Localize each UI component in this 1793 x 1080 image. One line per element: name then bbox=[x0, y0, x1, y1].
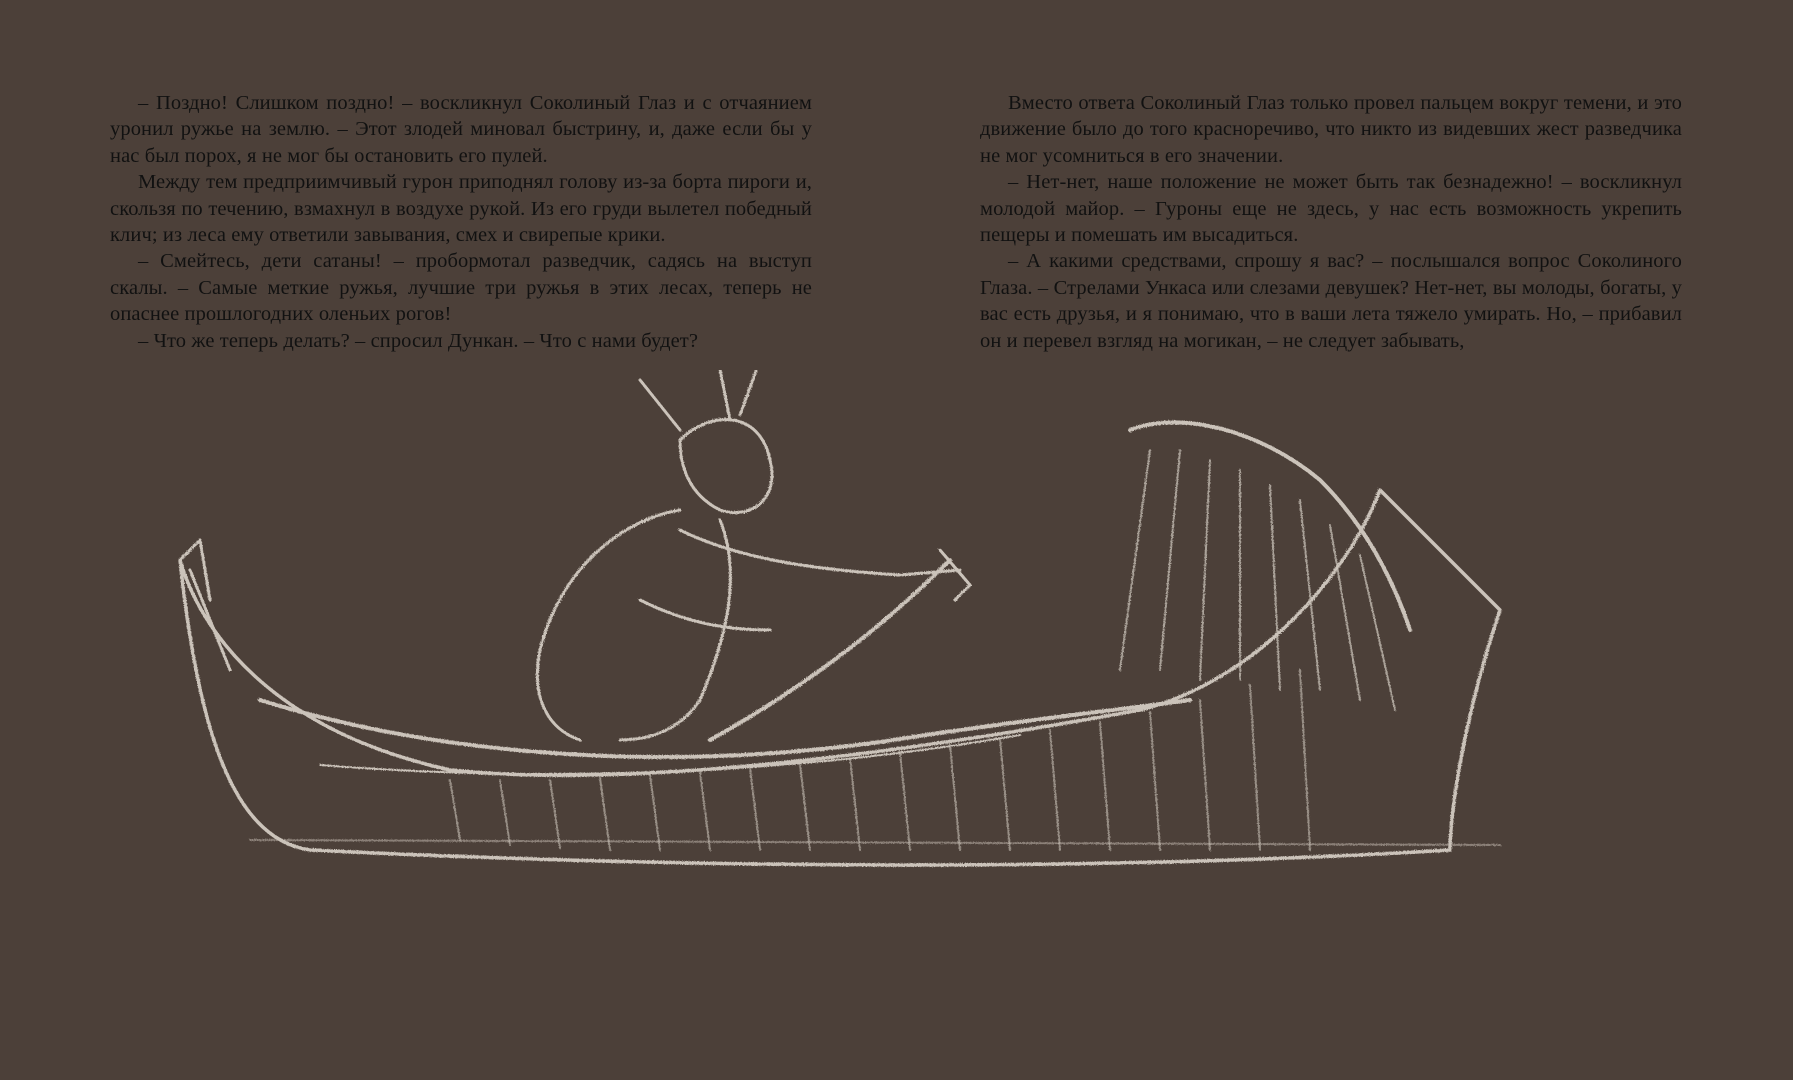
canoe-prow-front bbox=[1130, 422, 1410, 630]
paragraph: – Смейтесь, дети сатаны! – пробормотал разведчик, садясь на выступ скалы. – Самые меткие ружья, лучшие три ружья в этих лесах, теперь не опаснее прошлогодних оленьих рогов! bbox=[110, 250, 812, 326]
paragraph: Вместо ответа Соколиный Глаз только провел пальцем вокруг темени, и это движение было до того красноречиво, что никто из видевших жест разведчика не мог усомниться в его значении. bbox=[980, 92, 1682, 167]
paragraph: – Что же теперь делать? – спросил Дункан. – Что с нами будет? bbox=[138, 329, 699, 352]
canoe-rim bbox=[260, 700, 1190, 757]
paddle bbox=[710, 560, 950, 740]
water-line bbox=[250, 840, 1500, 845]
figure-head bbox=[680, 420, 772, 513]
canoe-hull bbox=[180, 490, 1500, 865]
paragraph: – А какими средствами, спрошу я вас? – послышался вопрос Соколиного Глаза. – Стрелами Ункаса или слезами девушек? Нет-нет, вы молоды, богаты, у вас есть друзья, и я понимаю, что в ваши лета тяжело умирать. Но, – прибавил он и перевел взгляд на могикан, – не следует забывать, bbox=[980, 250, 1682, 352]
figure-arm bbox=[680, 530, 960, 575]
canoe-prow-rear bbox=[180, 540, 230, 670]
paragraph: – Нет-нет, наше положение не может быть так безнадежно! – воскликнул молодой майор. – Гуроны еще не здесь, у нас есть возможность укрепить пещеры и помешать им высадиться. bbox=[980, 171, 1682, 247]
paragraph: – Поздно! Слишком поздно! – воскликнул Соколиный Глаз и с отчаянием уронил ружье на землю. – Этот злодей миновал быстрину, и, даже если бы у нас был порох, я не мог бы остановить его пулей. bbox=[110, 92, 812, 167]
right-page-text bbox=[980, 90, 1682, 354]
chalk-sketch bbox=[120, 370, 1680, 1010]
paragraph: Между тем предприимчивый гурон приподнял голову из-за борта пироги и, скользя по течению, взмахнул в воздухе рукой. Из его груди вылетел победный клич; из леса ему ответили завывания, смех и свирепые крики. bbox=[110, 171, 812, 247]
figure-torso bbox=[537, 510, 680, 740]
prow-hatching bbox=[1120, 450, 1395, 710]
left-page-text bbox=[110, 90, 812, 354]
canoe-illustration bbox=[120, 370, 1680, 1010]
